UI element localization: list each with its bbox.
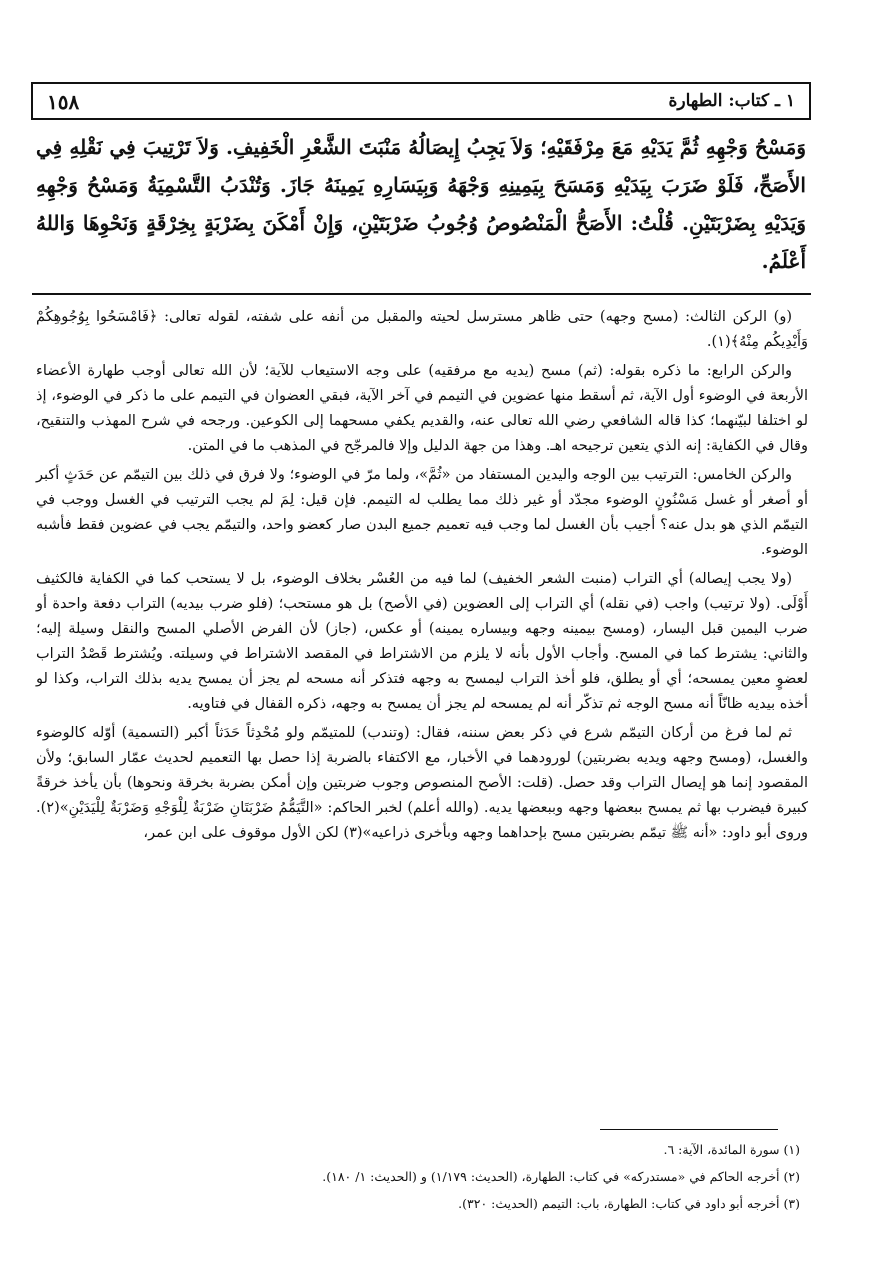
main-text: وَمَسْحُ وَجْهِهِ ثُمَّ يَدَيْهِ مَعَ مِرْفَقَيْهِ؛ وَلاَ يَجِبُ إِيصَالُهُ مَنْبَتَ الشَّعْرِ الْخَفِيفِ. وَلاَ تَرْتِيبَ فِي نَقْلِهِ فِي الأَصَحِّ، فَلَوْ ضَرَبَ بِيَدَيْهِ وَمَسَحَ بِيَمِينِهِ وَجْهَهُ وَبِيَسَارِهِ يَمِينَهُ جَازَ. وَتُنْدَبُ التَّسْمِيَةُ وَمَسْحُ وَجْهِهِ وَيَدَيْهِ بِضَرْبَتَيْنِ. قُلْتُ: الأَصَحُّ الْمَنْصُوصُ وُجُوبُ ضَرْبَتَيْنِ، وَإِنْ أَمْكَنَ بِضَرْبَةٍ بِخِرْقَةٍ وَنَحْوِهَا وَاللهُ أَعْلَمُ.	[36, 135, 806, 273]
commentary-paragraph: (و) الركن الثالث: (مسح وجهه) حتى ظاهر مسترسل لحيته والمقبل من أنفه على شفته، لقوله تعالى: ﴿فَامْسَحُوا بِوُجُوهِكُمْ وَأَيْدِيكُم مِنْهُ﴾(١).	[36, 309, 808, 350]
footnote: (٣) أخرجه أبو داود في كتاب: الطهارة، باب: التيمم (الحديث: ٣٢٠).	[458, 1196, 800, 1211]
section-divider	[32, 293, 811, 295]
footnote-divider	[600, 1129, 778, 1130]
footnote: (١) سورة المائدة، الآية: ٦.	[663, 1142, 800, 1157]
commentary-paragraph: والركن الخامس: الترتيب بين الوجه واليدين المستفاد من «ثُمَّ»، ولما مرّ في الوضوء؛ ولا فرق في ذلك بين التيمّم عن حَدَثٍ أكبر أو أصغر أو غسل مَسْنُونٍ الوضوء مجدّد أو غير ذلك مما يطلب له التيمم. فإن قيل: لِمَ لم يجب الترتيب في الغسل ووجب في التيمّم الذي هو بدل عنه؟ أجيب بأن الغسل لما وجب فيه تعميم جميع البدن صار كعضو واحد، والتيمّم يجب في عضوين فقط فأشبه الوضوء.	[36, 467, 808, 558]
page-header	[31, 82, 811, 120]
page-number: ١٥٨	[47, 90, 80, 114]
footnotes	[36, 1136, 808, 1217]
commentary-paragraph: (ولا يجب إيصاله) أي التراب (منبت الشعر الخفيف) لما فيه من العُسْر بخلاف الوضوء، بل لا يستحب كما في الكفاية فالكثيف أَوْلَى. (ولا ترتيب) واجب (في نقله) أي التراب إلى العضوين (في الأصح) بل هو مستحب؛ (فلو ضرب بيديه) التراب دفعة واحدة أو ضرب اليمين قبل اليسار، (ومسح بيمينه وجهه وبيساره يمينه) أو عكس، (جاز) لأن الفرض الأصلي المسح والنقل وسيلة إليه؛ والثاني: يشترط كما في المسح. وأجاب الأول بأنه لا يلزم من الاشتراط في المقصد الاشتراط في وسيلته. ويُشترط قَصْدُ التراب لعضوٍ معين يمسحه؛ أي أو يطلق، فلو أخذ التراب ليمسح به وجهه فتذكر أنه مسحه لم يجز أن يمسح يديه بذلك التراب، وكذا لو أخذه بيديه ظانّاً أنه مسح الوجه ثم تذكّر أنه لم يمسحه لم يجز أن يمسح به وجهه، ذكره القفال في فتاويه.	[36, 571, 808, 712]
running-title: ١ ـ كتاب: الطهارة	[668, 91, 795, 111]
commentary-paragraph: ثم لما فرغ من أركان التيمّم شرع في ذكر بعض سننه، فقال: (وتندب) للمتيمّم ولو مُحْدِثاً حَدَثاً أكبر (التسمية) أوّله كالوضوء والغسل، (ومسح وجهه ويديه بضربتين) لورودهما في الأخبار، مع الاكتفاء بالضربة إذا حصل بها التعميم لحديث عمّار السابق؛ ولأن المقصود إنما هو إيصال التراب وقد حصل. (قلت: الأصح المنصوص وجوب ضربتين وإن أمكن بضربة بخرقة ونحوها) بأن يأخذ خرقةً كبيرة فيضرب بها ثم يمسح ببعضها وجهه وببعضها يديه. (والله أعلم) لخبر الحاكم: «التَّيَمُّمُ ضَرْبَتَانِ ضَرْبَةٌ لِلْوَجْهِ وَضَرْبَةٌ لِلْيَدَيْنِ»(٢). وروى أبو داود: «أنه ﷺ تيمّم بضربتين مسح بإحداهما وجهه وبأخرى ذراعيه»(٣) لكن الأول موقوف على ابن عمر،	[36, 725, 808, 841]
commentary-paragraph: والركن الرابع: ما ذكره بقوله: (ثم) مسح (يديه مع مرفقيه) على وجه الاستيعاب للآية؛ لأن الله تعالى أوجب طهارة الأعضاء الأربعة في الوضوء أول الآية، ثم أسقط منها عضوين في التيمم في آخر الآية، فبقي العضوان في التيمم على ما ذكر في الوضوء، إذ لو اختلفا لبيّنهما؛ كذا قاله الشافعي رضي الله تعالى عنه، والقديم يكفي مسحهما إلى الكوعين. ورجحه في شرح المهذب والتنقيح، وقال في الكفاية: إنه الذي يتعين ترجيحه اهـ. وهذا من جهة الدليل وإلا فالمرجّح في المذهب ما في المتن.	[36, 363, 808, 454]
commentary	[36, 305, 808, 850]
footnote: (٢) أخرجه الحاكم في «مستدركه» في كتاب: الطهارة، (الحديث: ١/١٧٩) و (الحديث: ١/ ١٨٠).	[322, 1169, 800, 1184]
